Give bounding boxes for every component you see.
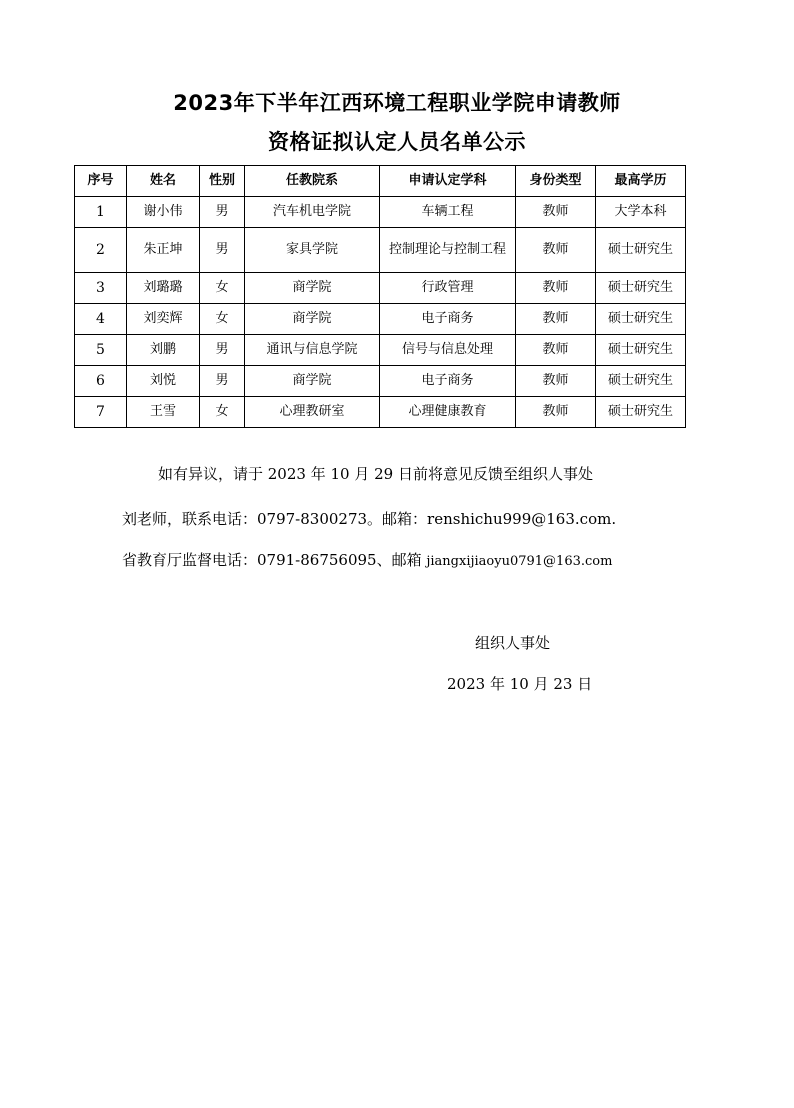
- table-row: [75, 228, 686, 273]
- cell-identity: 教师: [516, 228, 596, 273]
- cell-department: 商学院: [245, 366, 380, 397]
- cell-department: 通讯与信息学院: [245, 335, 380, 366]
- cell-gender: 男: [200, 228, 245, 273]
- table-header-row: [75, 166, 686, 197]
- cell-name: 王雪: [127, 397, 200, 428]
- notice-line3: [122, 549, 612, 570]
- notice-line1: 如有异议，请于 2023 年 10 月 29 日前将意见反馈至组织人事处: [158, 465, 593, 483]
- table-row: [75, 397, 686, 428]
- cell-identity: 教师: [516, 366, 596, 397]
- table-row: [75, 304, 686, 335]
- table-row: [75, 366, 686, 397]
- cell-subject: 心理健康教育: [380, 397, 516, 428]
- cell-identity: 教师: [516, 397, 596, 428]
- cell-index: 6: [75, 366, 127, 397]
- table-row: [75, 197, 686, 228]
- cell-name: 刘鹏: [127, 335, 200, 366]
- cell-identity: 教师: [516, 304, 596, 335]
- cell-index: 3: [75, 273, 127, 304]
- cell-index: 1: [75, 197, 127, 228]
- cell-name: 刘奕辉: [127, 304, 200, 335]
- cell-name: 谢小伟: [127, 197, 200, 228]
- header-department: 任教院系: [245, 166, 380, 197]
- cell-education: 大学本科: [596, 197, 686, 228]
- document-title-line1: 2023年下半年江西环境工程职业学院申请教师: [173, 91, 621, 115]
- cell-name: 朱正坤: [127, 228, 200, 273]
- cell-identity: 教师: [516, 273, 596, 304]
- cell-department: 家具学院: [245, 228, 380, 273]
- header-index: 序号: [75, 166, 127, 197]
- cell-department: 商学院: [245, 273, 380, 304]
- cell-subject: 信号与信息处理: [380, 335, 516, 366]
- cell-subject: 行政管理: [380, 273, 516, 304]
- header-subject: 申请认定学科: [380, 166, 516, 197]
- cell-subject: 车辆工程: [380, 197, 516, 228]
- cell-subject: 控制理论与控制工程: [380, 228, 516, 273]
- table-row: [75, 335, 686, 366]
- cell-department: 汽车机电学院: [245, 197, 380, 228]
- cell-department: 商学院: [245, 304, 380, 335]
- cell-index: 5: [75, 335, 127, 366]
- cell-subject: 电子商务: [380, 366, 516, 397]
- roster-table: [74, 165, 686, 428]
- document-title-line2: 资格证拟认定人员名单公示: [268, 130, 526, 154]
- cell-gender: 女: [200, 273, 245, 304]
- header-name: 姓名: [127, 166, 200, 197]
- cell-subject: 电子商务: [380, 304, 516, 335]
- cell-education: 硕士研究生: [596, 273, 686, 304]
- supervision-email: jiangxijiaoyu0791@163.com: [426, 554, 613, 569]
- cell-gender: 女: [200, 397, 245, 428]
- cell-index: 7: [75, 397, 127, 428]
- notice-line3-text: 省教育厅监督电话：0791-86756095、邮箱: [122, 551, 427, 569]
- header-gender: 性别: [200, 166, 245, 197]
- cell-name: 刘悦: [127, 366, 200, 397]
- cell-gender: 女: [200, 304, 245, 335]
- notice-line2: 刘老师，联系电话：0797-8300273。邮箱：renshichu999@163.com.: [122, 510, 617, 528]
- cell-department: 心理教研室: [245, 397, 380, 428]
- cell-index: 4: [75, 304, 127, 335]
- cell-education: 硕士研究生: [596, 228, 686, 273]
- cell-gender: 男: [200, 335, 245, 366]
- header-identity: 身份类型: [516, 166, 596, 197]
- table-row: [75, 273, 686, 304]
- signature-org: 组织人事处: [475, 634, 551, 652]
- cell-identity: 教师: [516, 197, 596, 228]
- cell-gender: 男: [200, 366, 245, 397]
- cell-education: 硕士研究生: [596, 366, 686, 397]
- cell-education: 硕士研究生: [596, 335, 686, 366]
- signature-date: 2023 年 10 月 23 日: [447, 675, 593, 693]
- cell-education: 硕士研究生: [596, 397, 686, 428]
- cell-gender: 男: [200, 197, 245, 228]
- cell-education: 硕士研究生: [596, 304, 686, 335]
- cell-identity: 教师: [516, 335, 596, 366]
- cell-index: 2: [75, 228, 127, 273]
- header-education: 最高学历: [596, 166, 686, 197]
- cell-name: 刘璐璐: [127, 273, 200, 304]
